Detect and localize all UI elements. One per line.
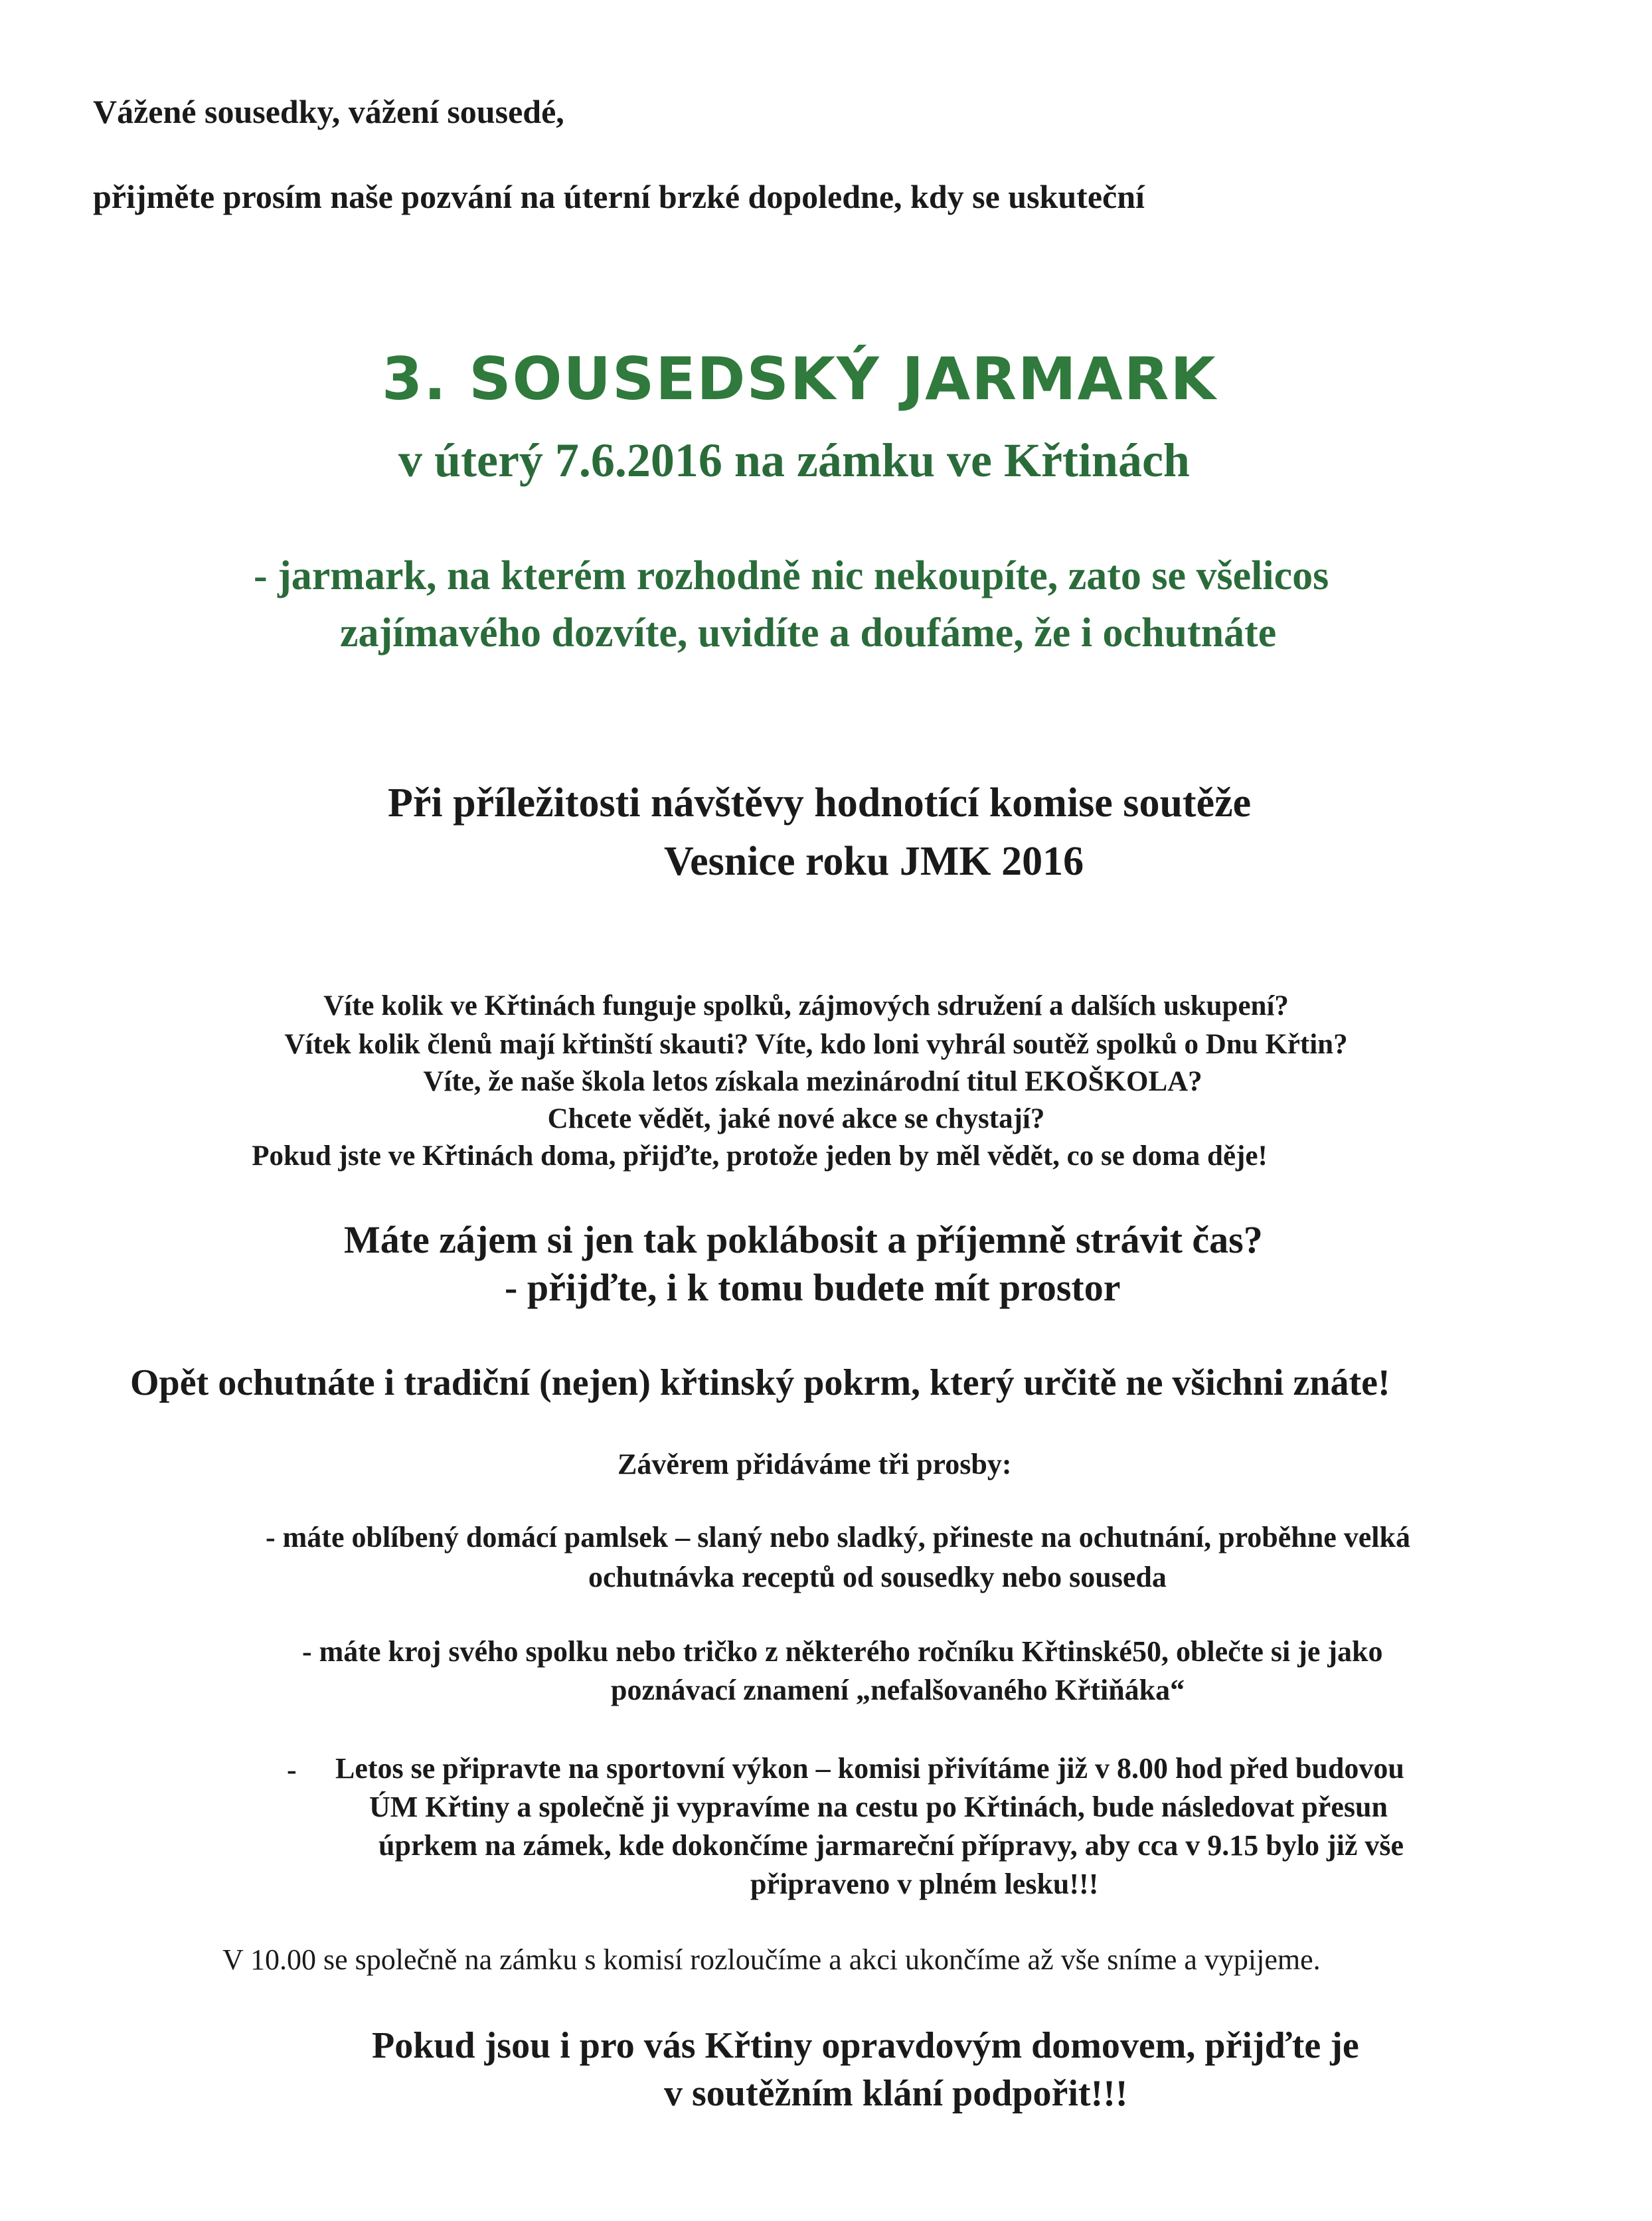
dish-text: Opět ochutnáte i tradiční (nejen) křtinský pokrm, který určitě ne všichni znáte! <box>130 1362 1390 1403</box>
question-5: Pokud jste ve Křtinách doma, přijďte, protože jeden by měl vědět, co se doma děje! <box>252 1140 1268 1172</box>
event-date-place: v úterý 7.6.2016 na zámku ve Křtinách <box>398 434 1190 487</box>
request-1-line-2: ochutnávka receptů od sousedky nebo souseda <box>588 1561 1167 1593</box>
request-3-line-2: ÚM Křtiny a společně ji vypravíme na cestu po Křtinách, bude následovat přesun <box>369 1791 1388 1823</box>
request-2-line-2: poznávací znamení „nefalšovaného Křtiňáka“ <box>611 1674 1185 1706</box>
question-4: Chcete vědět, jaké nové akce se chystají? <box>547 1103 1045 1134</box>
farewell-text: V 10.00 se společně na zámku s komisí rozloučíme a akci ukončíme až vše sníme a vypijeme. <box>222 1943 1321 1976</box>
event-title: 3. SOUSEDSKÝ JARMARK <box>382 345 1217 413</box>
greeting: Vážené sousedky, vážení sousedé, <box>93 93 564 130</box>
event-tagline-2: zajímavého dozvíte, uvidíte a doufáme, že i ochutnáte <box>340 610 1277 656</box>
question-2: Vítek kolik členů mají křtinští skauti? Víte, kdo loni vyhrál soutěž spolků o Dnu Křtin? <box>284 1029 1348 1060</box>
requests-heading: Závěrem přidáváme tři prosby: <box>618 1448 1012 1480</box>
question-3: Víte, že naše škola letos získala mezinárodní titul EKOŠKOLA? <box>423 1066 1202 1097</box>
event-tagline-1: - jarmark, na kterém rozhodně nic nekoupíte, zato se všelicos <box>254 553 1329 598</box>
chat-line-2: - přijďte, i k tomu budete mít prostor <box>505 1266 1121 1309</box>
closing-line-1: Pokud jsou i pro vás Křtiny opravdovým domovem, přijďte je <box>372 2025 1359 2066</box>
chat-line-1: Máte zájem si jen tak poklábosit a příjemně strávit čas? <box>344 1218 1263 1261</box>
occasion-line-2: Vesnice roku JMK 2016 <box>664 839 1084 884</box>
closing-line-2: v soutěžním klání podpořit!!! <box>664 2073 1128 2114</box>
occasion-line-1: Při příležitosti návštěvy hodnotící komise soutěže <box>388 780 1252 826</box>
question-1: Víte kolik ve Křtinách funguje spolků, zájmových sdružení a dalších uskupení? <box>323 990 1289 1022</box>
request-3-dash: - <box>287 1753 297 1786</box>
request-3-line-1: Letos se připravte na sportovní výkon – komisi přivítáme již v 8.00 hod před budovou <box>335 1752 1404 1785</box>
request-3-line-4: připraveno v plném lesku!!! <box>750 1868 1099 1900</box>
request-1-line-1: - máte oblíbený domácí pamlsek – slaný nebo sladký, přineste na ochutnání, proběhne velká <box>266 1521 1410 1554</box>
invitation-text: přijměte prosím naše pozvání na úterní brzké dopoledne, kdy se uskuteční <box>93 178 1145 215</box>
request-2-line-1: - máte kroj svého spolku nebo tričko z některého ročníku Křtinské50, oblečte si je jako <box>302 1635 1383 1668</box>
request-3-line-3: úprkem na zámek, kde dokončíme jarmareční přípravy, aby cca v 9.15 bylo již vše <box>378 1829 1404 1862</box>
